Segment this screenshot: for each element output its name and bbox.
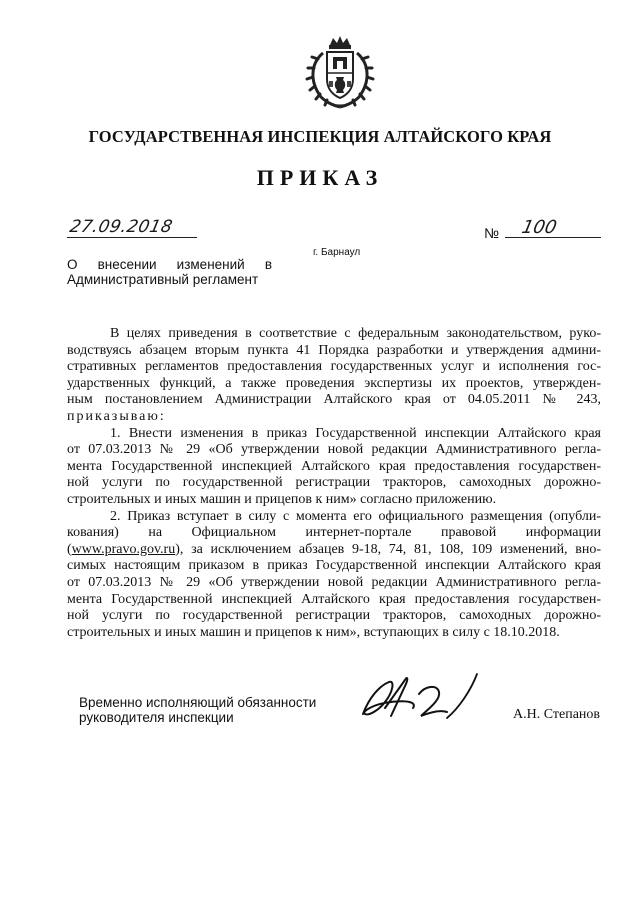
date-underline	[67, 237, 197, 238]
subject-line: Административный регламент	[67, 272, 259, 287]
number-sign: №	[484, 225, 500, 241]
body-line: В целях приведения в соответствие с федеральным законодательством, руко-	[110, 326, 601, 341]
body-line: 2. Приказ вступает в силу с момента его официального размещения (опубли-	[110, 508, 601, 524]
document-date: 27.09.2018	[67, 217, 175, 237]
pravo-link[interactable]: www.pravo.gov.ru	[71, 541, 176, 557]
body-line: кования) на Официальном интернет-портале правовой информации	[67, 525, 601, 541]
document-subject	[67, 257, 272, 287]
coat-of-arms-icon	[303, 35, 377, 111]
body-line: мента Государственной инспекцией Алтайского края предоставления государствен-	[67, 591, 601, 607]
body-line: ной услуги по государственной регистрации тракторов, самоходных дорожно-	[67, 608, 601, 624]
body-line: строительных и иных машин и прицепов к ним», вступающих в силу с 18.10.2018.	[67, 624, 560, 640]
body-line: водствуясь абзацем вторым пункта 41 Порядка разработки и утверждения админи-	[67, 342, 601, 358]
subject-line: О внесении изменений в	[67, 257, 272, 272]
body-line-with-link	[67, 542, 601, 559]
body-line: симых настоящим приказом в приказ Государственной инспекции Алтайского края	[67, 558, 601, 574]
body-line: строительных и иных машин и прицепов к ним» согласно приложению.	[67, 491, 497, 507]
organization-name: ГОСУДАРСТВЕННАЯ ИНСПЕКЦИЯ АЛТАЙСКОГО КРАЯ	[88, 127, 552, 146]
body-text: ), за исключением абзацев 9-18, 74, 81, 108, 109 изменений, вно-	[175, 541, 601, 557]
paren-open: (	[67, 541, 72, 557]
body-line: от 07.03.2013 № 29 «Об утверждении новой редакции Административного регла-	[67, 442, 601, 458]
position-line: руководителя инспекции	[79, 709, 234, 725]
body-line: 1. Внести изменения в приказ Государственной инспекции Алтайского края	[110, 425, 601, 441]
body-line: от 07.03.2013 № 29 «Об утверждении новой редакции Административного регла-	[67, 574, 601, 590]
signatory-position	[79, 696, 316, 725]
body-line: ным постановлением Администрации Алтайского края от 04.05.2011 № 243,	[67, 392, 601, 408]
position-line: Временно исполняющий обязанности	[79, 695, 317, 710]
city: г. Барнаул	[313, 247, 361, 258]
handwritten-signature-icon	[355, 668, 485, 730]
body-line: мента Государственной инспекцией Алтайского края предоставления государствен-	[67, 458, 601, 474]
body-line: стративных регламентов предоставления государственных услуг и исполнения гос-	[67, 359, 601, 375]
document-number: 100	[519, 217, 559, 238]
document-body	[67, 326, 601, 641]
body-line: ударственных функций, а также проведения экспертизы их проектов, утвержден-	[67, 375, 601, 391]
signatory-name: А.Н. Степанов	[513, 707, 601, 722]
document-title: ПРИКАЗ	[256, 165, 384, 190]
body-line: ной услуги по государственной регистрации тракторов, самоходных дорожно-	[67, 475, 601, 491]
order-word: приказываю:	[67, 408, 166, 424]
